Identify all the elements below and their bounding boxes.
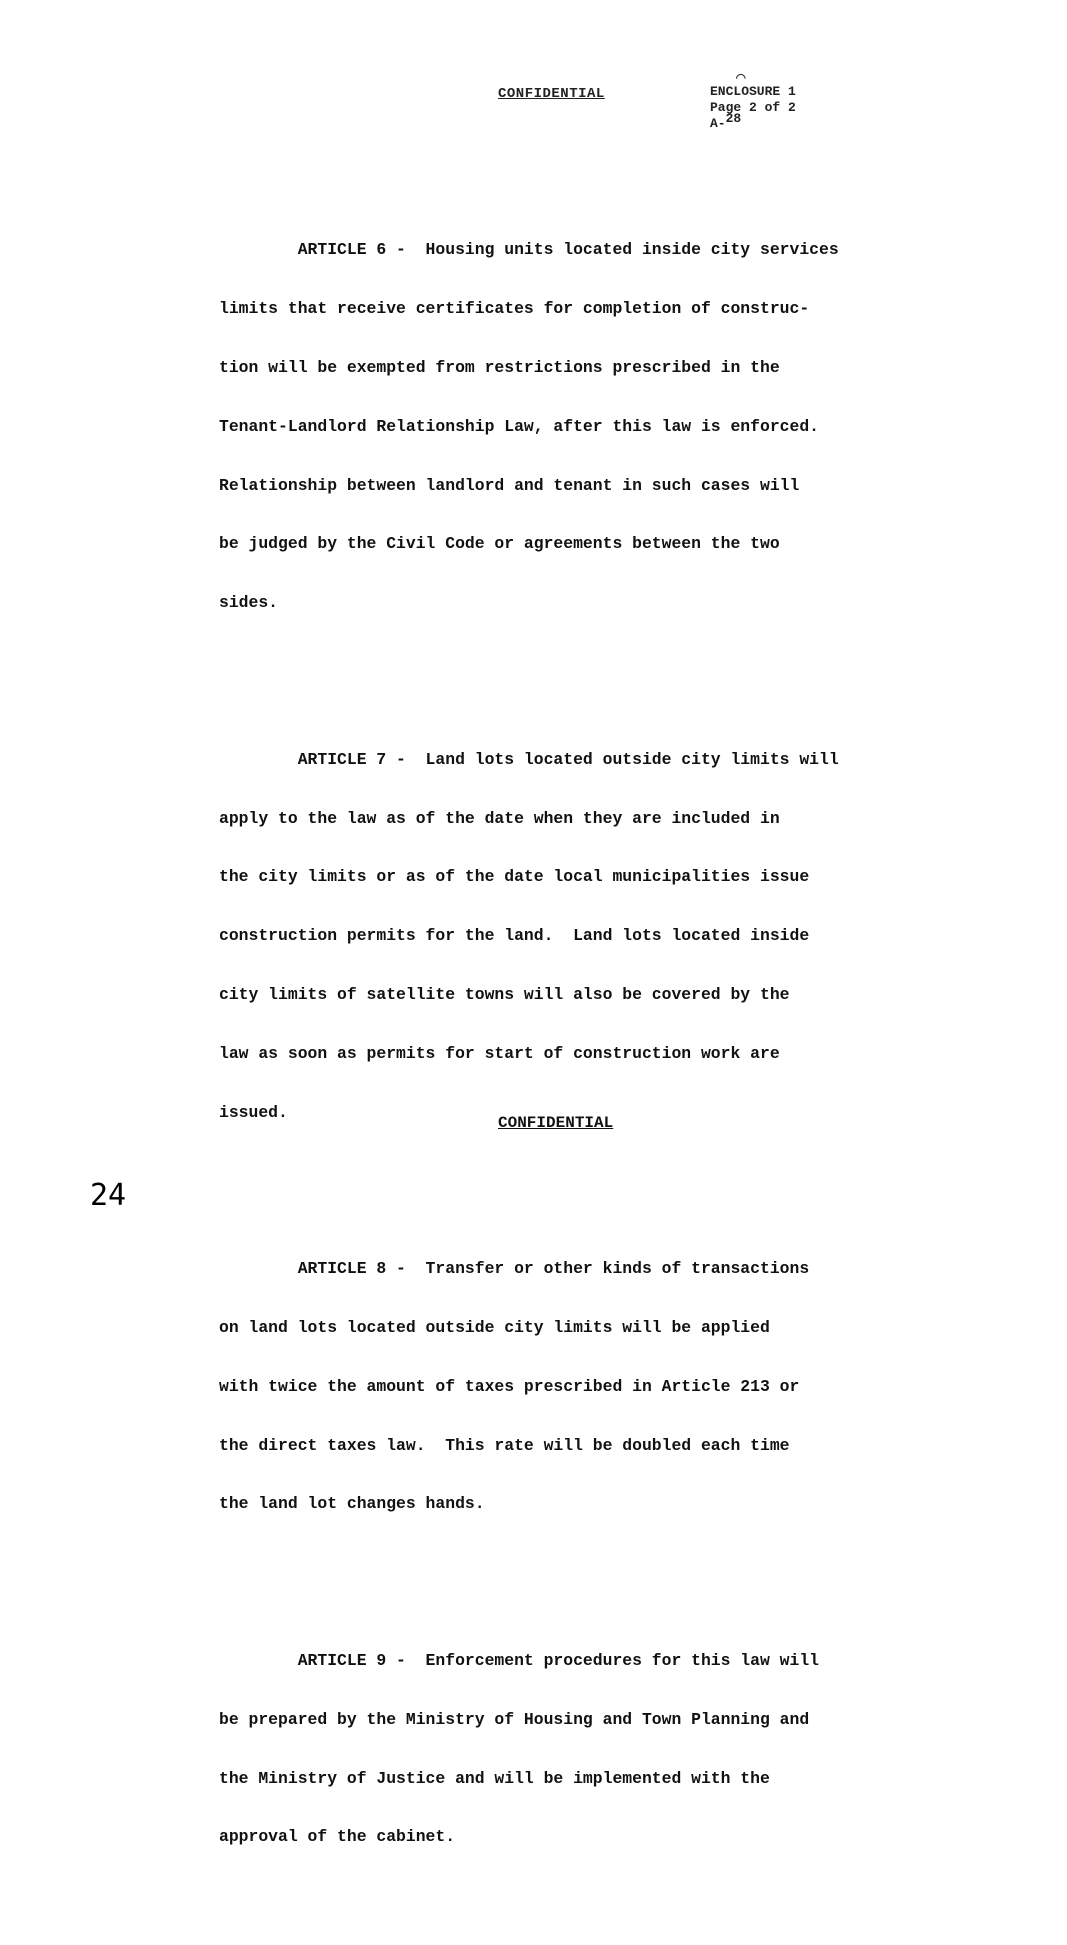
article-9: [219, 1612, 939, 1886]
reference-number: [710, 111, 796, 132]
text-line: approval of the cabinet.: [219, 1827, 456, 1847]
footer-classification: CONFIDENTIAL: [498, 1114, 614, 1132]
page-number: 24: [90, 1178, 127, 1213]
text-line: with twice the amount of taxes prescribed in Article 213 or: [219, 1376, 800, 1396]
text-line: limits that receive certificates for completion of construc-: [219, 299, 810, 319]
text-line: be judged by the Civil Code or agreements between the two: [219, 534, 780, 554]
text-line: ARTICLE 9 - Enforcement procedures for this law will: [219, 1651, 819, 1671]
text-line: apply to the law as of the date when they are included in: [219, 808, 780, 828]
text-line: ARTICLE 7 - Land lots located outside city limits will: [219, 749, 839, 769]
text-line: issued.: [219, 1102, 288, 1122]
article-7: [219, 711, 939, 1162]
header-reference-block: [710, 69, 796, 132]
reference-prefix: A-: [710, 116, 726, 131]
header-classification: CONFIDENTIAL: [498, 86, 605, 102]
text-line: sides.: [219, 593, 279, 613]
text-line: the direct taxes law. This rate will be doubled each time: [219, 1435, 790, 1455]
page-of-label: Page 2 of 2: [710, 100, 796, 115]
text-line: be prepared by the Ministry of Housing and Town Planning and: [219, 1709, 810, 1729]
text-line: the city limits or as of the date local municipalities issue: [219, 867, 810, 887]
text-line: the land lot changes hands.: [219, 1494, 485, 1514]
article-6: [219, 201, 939, 652]
enclosure-label: ENCLOSURE 1: [710, 84, 796, 99]
text-line: construction permits for the land. Land lots located inside: [219, 926, 810, 946]
text-line: on land lots located outside city limits will be applied: [219, 1318, 770, 1338]
text-line: tion will be exempted from restrictions prescribed in the: [219, 357, 780, 377]
text-line: Tenant-Landlord Relationship Law, after this law is enforced.: [219, 416, 819, 436]
text-line: Relationship between landlord and tenant in such cases will: [219, 475, 800, 495]
text-line: the Ministry of Justice and will be implemented with the: [219, 1768, 770, 1788]
text-line: ARTICLE 6 - Housing units located inside city services: [219, 240, 839, 260]
handwritten-reference-number: 28: [725, 111, 742, 126]
text-line: law as soon as permits for start of construction work are: [219, 1043, 780, 1063]
text-line: city limits of satellite towns will also be covered by the: [219, 984, 790, 1004]
text-line: ARTICLE 8 - Transfer or other kinds of transactions: [219, 1259, 810, 1279]
document-body: [219, 162, 939, 1945]
handwritten-arc-mark: ⌒: [736, 69, 746, 87]
article-8: [219, 1220, 939, 1553]
